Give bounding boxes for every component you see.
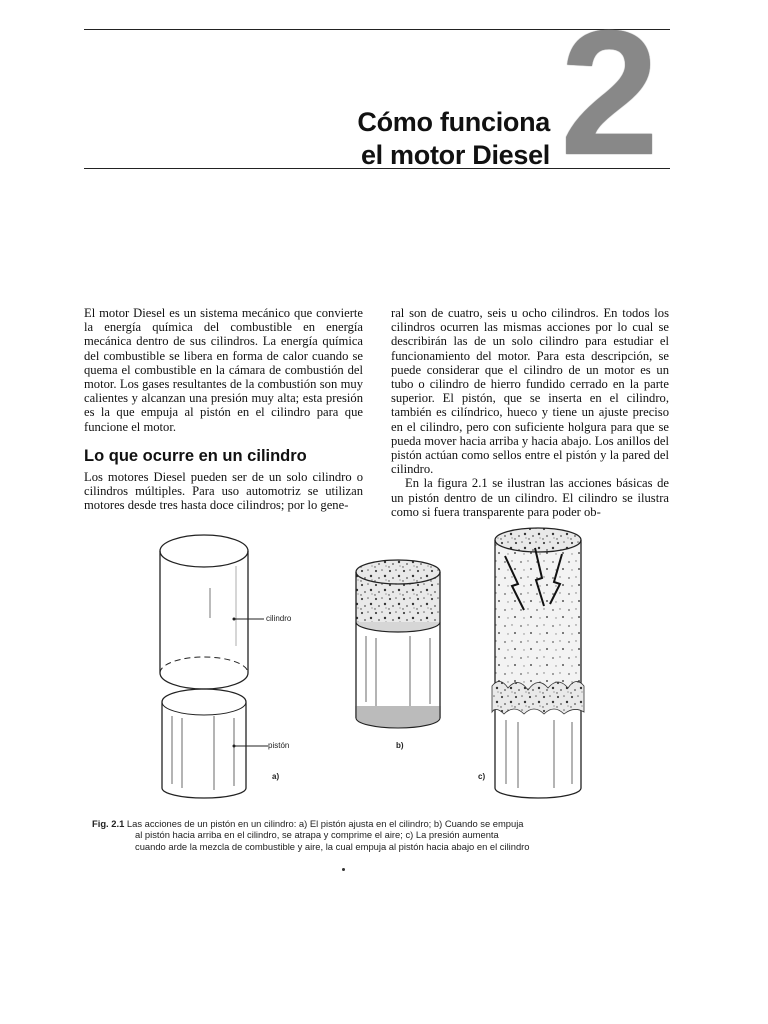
left-column <box>84 306 363 512</box>
label-piston <box>233 741 290 750</box>
page-dot <box>342 868 345 871</box>
chapter-number: 2 <box>560 0 659 192</box>
section-paragraph: Los motores Diesel pueden ser de un solo cilindro o cilindros múltiples. Para uso automotriz se utilizan motores desde tres hasta doce cilindros; por lo gene- <box>84 469 363 513</box>
label-cilindro <box>233 614 292 623</box>
label-c: c) <box>478 772 486 781</box>
right-paragraph-1: ral son de cuatro, seis u ocho cilindros. En todos los cilindros ocurren las mismas acciones por lo cual se describirán las de un solo cilindro para estudiar el funcionamiento del motor. Para esta descripción, se puede considerar que el cilindro de un motor es un tubo o cilindro de hierro fundido cerrado en la parte superior. El pistón, que se inserta en el cilindro, también es cilíndrico, hueco y tiene un ajuste preciso en el cilindro, pero con suficiente holgura para que se pueda mover hacia arriba y hacia abajo. Los anillos del pistón actúan como sellos entre el pistón y la pared del cilindro. <box>391 306 669 477</box>
figure-caption <box>92 818 632 852</box>
chapter-title-line2: el motor Diesel <box>360 140 550 170</box>
intro-paragraph: El motor Diesel es un sistema mecánico que convierte la energía química del combustible en energía mecánica dentro de sus cilindros. La energía química del combustible se libera en forma de calor cuando se quema el combustible en la cámara de combustión del motor. Los gases resultantes de la combustión son muy calientes y alcanzan una presión muy alta; esta presión es la que empuja al pistón en el cilindro para que funcione el motor. <box>84 306 363 434</box>
label-cilindro-text: cilindro <box>266 614 292 623</box>
figure-2-1 <box>150 526 630 816</box>
chapter-title <box>357 106 550 172</box>
cylinder-c <box>492 528 584 798</box>
label-piston-text: pistón <box>268 741 290 750</box>
cylinder-b <box>356 560 440 728</box>
right-paragraph-2: En la figura 2.1 se ilustran las acciones básicas de un pistón dentro de un cilindro. El cilindro se ilustra como si fuera transparente para poder ob- <box>391 476 669 519</box>
section-heading: Lo que ocurre en un cilindro <box>84 446 307 465</box>
caption-line-1: Las acciones de un pistón en un cilindro: a) El pistón ajusta en el cilindro; b) Cuando se empuja <box>126 818 524 829</box>
caption-line-2: al pistón hacia arriba en el cilindro, se atrapa y comprime el aire; c) La presión aumenta <box>135 829 499 841</box>
caption-label: Fig. 2.1 <box>92 818 125 829</box>
title-rule <box>84 168 670 169</box>
chapter-title-line1: Cómo funciona <box>357 107 550 137</box>
label-b: b) <box>396 741 404 750</box>
label-a: a) <box>272 772 280 781</box>
cylinder-a <box>160 535 248 689</box>
piston-a <box>162 689 246 798</box>
caption-line-3: cuando arde la mezcla de combustible y aire, la cual empuja al pistón hacia abajo en el cilindro <box>135 840 530 852</box>
right-column <box>391 306 669 519</box>
